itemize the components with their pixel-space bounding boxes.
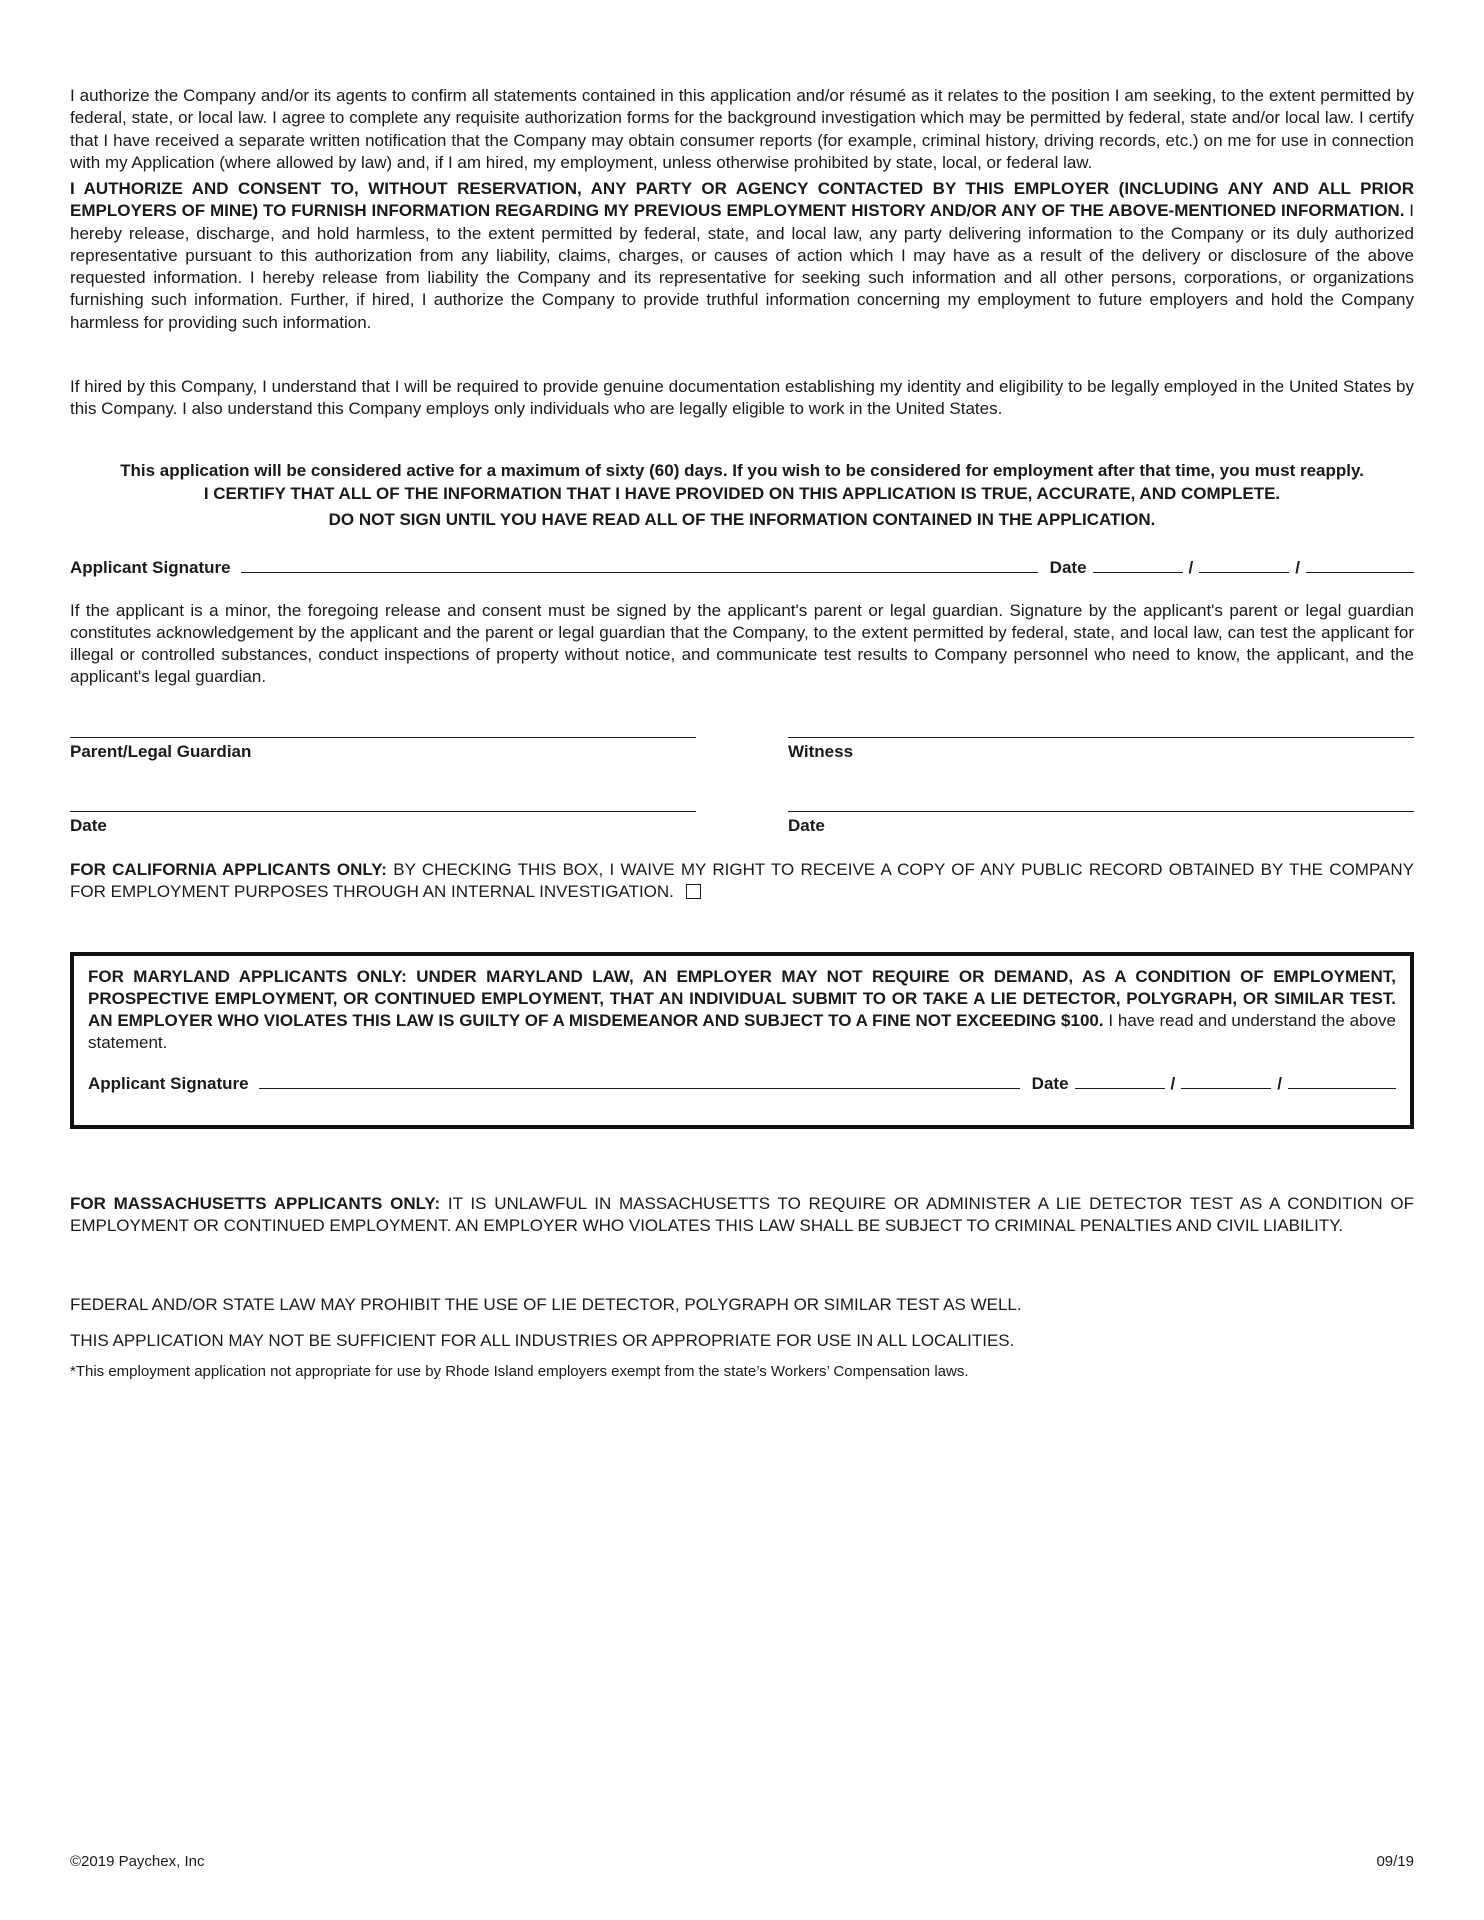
parent-guardian-date-line[interactable] — [70, 811, 696, 812]
date-month-line[interactable] — [1093, 559, 1183, 573]
date-separator: / — [1170, 1073, 1176, 1093]
applicant-signature-label: Applicant Signature — [70, 558, 231, 578]
authorization-paragraph-1: I authorize the Company and/or its agents to confirm all statements contained in this application and/or résumé as it relates to the position I am seeking, to the extent permitted by federal, state, or local law. I agree to complete any requisite authorization forms for the background investigation which may be permitted by federal, state and/or local law. I certify that I have received a separate written notification that the Company may obtain consumer reports (for example, criminal history, driving records, etc.) on me for use in connection with my Application (where allowed by law) and, if I am hired, my employment, unless otherwise prohibited by state, local, or federal law. — [70, 86, 1414, 172]
massachusetts-notice — [70, 1193, 1414, 1238]
maryland-date-year-line[interactable] — [1288, 1075, 1396, 1089]
maryland-date-label: Date — [1031, 1073, 1069, 1093]
maryland-signature-label: Applicant Signature — [88, 1073, 249, 1093]
parent-guardian-signature-line[interactable] — [70, 737, 696, 738]
minor-consent-paragraph: If the applicant is a minor, the foregoing release and consent must be signed by the applicant's parent or legal guardian. Signature by the applicant's parent or legal guardian constitutes acknowledgement by the applicant and the parent or legal guardian that the Company, to the extent permitted by federal, state, and local law, can test the applicant for illegal or controlled substances, conduct inspections of property without notice, and communicate test results to Company personnel who need to know, the applicant, and the applicant's legal guardian. — [70, 600, 1414, 687]
maryland-notice-bold-text: FOR MARYLAND APPLICANTS ONLY: UNDER MARYLAND LAW, AN EMPLOYER MAY NOT REQUIRE OR DEMAND, AS A CONDITION OF EMPLOYMENT, PROSPECTIVE EMPLOYMENT, OR CONTINUED EMPLOYMENT, THAT AN INDIVIDUAL SUBMIT TO OR TAKE A LIE DETECTOR, POLYGRAPH, OR SIMILAR TEST. AN EMPLOYER WHO VIOLATES THIS LAW IS GUILTY OF A MISDEMEANOR AND SUBJECT TO A FINE NOT EXCEEDING $100. — [88, 966, 1396, 1031]
copyright-text: ©2019 Paychex, Inc — [70, 1853, 205, 1871]
california-notice-text: BY CHECKING THIS BOX, I WAIVE MY RIGHT TO RECEIVE A COPY OF ANY PUBLIC RECORD OBTAINED BY THE COMPANY FOR EMPLOYMENT PURPOSES THROUGH AN INTERNAL INVESTIGATION. — [70, 860, 1414, 902]
witness-signature-line[interactable] — [788, 737, 1414, 738]
date-label: Date — [1049, 558, 1087, 578]
revision-date: 09/19 — [1376, 1853, 1414, 1871]
parent-guardian-date-label: Date — [70, 815, 107, 835]
certification-block — [70, 460, 1414, 531]
california-waiver-checkbox[interactable] — [686, 884, 701, 899]
certify-statement: I CERTIFY THAT ALL OF THE INFORMATION THAT I HAVE PROVIDED ON THIS APPLICATION IS TRUE, ACCURATE, AND COMPLETE. — [203, 483, 1281, 503]
witness-label: Witness — [788, 741, 854, 761]
date-separator: / — [1277, 1073, 1282, 1093]
rhode-island-notice: *This employment application not appropriate for use by Rhode Island employers exempt from the state’s Workers’ Compensation laws. — [70, 1363, 969, 1381]
parent-guardian-label: Parent/Legal Guardian — [70, 741, 252, 761]
date-day-line[interactable] — [1199, 559, 1289, 573]
eligibility-paragraph: If hired by this Company, I understand that I will be required to provide genuine documentation establishing my identity and eligibility to be legally employed in the United States by this Company. I also understand this Company employs only individuals who are legally eligible to work in the United States. — [70, 376, 1414, 419]
active-period-notice: This application will be considered active for a maximum of sixty (60) days. If you wish to be considered for employment after that time, you must reapply. — [120, 461, 1364, 481]
date-year-line[interactable] — [1306, 559, 1414, 573]
parent-guardian-column — [70, 737, 696, 838]
witness-date-label: Date — [788, 815, 825, 835]
guardian-witness-signature-block — [70, 737, 1414, 838]
authorization-paragraph-2 — [70, 178, 1414, 334]
applicant-signature-line[interactable] — [241, 559, 1038, 573]
witness-date-line[interactable] — [788, 811, 1414, 812]
massachusetts-notice-heading: FOR MASSACHUSETTS APPLICANTS ONLY: — [70, 1193, 441, 1213]
maryland-notice — [88, 966, 1396, 1055]
maryland-date-month-line[interactable] — [1075, 1075, 1165, 1089]
california-notice — [70, 859, 1414, 904]
date-separator: / — [1295, 558, 1300, 578]
authorization-release-text: I hereby release, discharge, and hold harmless, to the extent permitted by federal, state, and local law, any party delivering information to the Company or its duly authorized representative pursuant to this authorization from any liability, claims, charges, or causes of action which I may have as a result of the delivery or disclosure of the above requested information. I hereby release from liability the Company and its representative for seeking such information and all other persons, corporations, or organizations furnishing such information. Further, if hired, I authorize the Company to provide truthful information concerning my employment to future employers and hold the Company harmless for providing such information. — [70, 201, 1414, 332]
do-not-sign-statement: DO NOT SIGN UNTIL YOU HAVE READ ALL OF THE INFORMATION CONTAINED IN THE APPLICATION. — [328, 509, 1156, 529]
sufficiency-notice: THIS APPLICATION MAY NOT BE SUFFICIENT FOR ALL INDUSTRIES OR APPROPRIATE FOR USE IN ALL LOCALITIES. — [70, 1330, 1015, 1350]
massachusetts-notice-text: IT IS UNLAWFUL IN MASSACHUSETTS TO REQUIRE OR ADMINISTER A LIE DETECTOR TEST AS A CONDITION OF EMPLOYMENT OR CONTINUED EMPLOYMENT. AN EMPLOYER WHO VIOLATES THIS LAW SHALL BE SUBJECT TO CRIMINAL PENALTIES AND CIVIL LIABILITY. — [70, 1193, 1414, 1236]
maryland-acknowledgement-text: I have read and understand the above statement. — [88, 1011, 1396, 1053]
maryland-signature-line[interactable] — [259, 1075, 1020, 1089]
california-notice-heading: FOR CALIFORNIA APPLICANTS ONLY: — [70, 860, 387, 880]
maryland-signature-row — [88, 1073, 1396, 1095]
maryland-date-day-line[interactable] — [1181, 1075, 1271, 1089]
authorization-consent-bold-text: I AUTHORIZE AND CONSENT TO, WITHOUT RESERVATION, ANY PARTY OR AGENCY CONTACTED BY THIS EMPLOYER (INCLUDING ANY AND ALL PRIOR EMPLOYERS OF MINE) TO FURNISH INFORMATION REGARDING MY PREVIOUS EMPLOYMENT HISTORY AND/OR ANY OF THE ABOVE-MENTIONED INFORMATION. — [70, 179, 1414, 221]
applicant-signature-row — [70, 557, 1414, 579]
federal-state-law-notice: FEDERAL AND/OR STATE LAW MAY PROHIBIT THE USE OF LIE DETECTOR, POLYGRAPH OR SIMILAR TEST AS WELL. — [70, 1294, 1022, 1314]
maryland-notice-box — [70, 952, 1414, 1129]
witness-column — [788, 737, 1414, 838]
page-footer — [70, 1852, 1414, 1872]
date-separator: / — [1188, 558, 1194, 578]
